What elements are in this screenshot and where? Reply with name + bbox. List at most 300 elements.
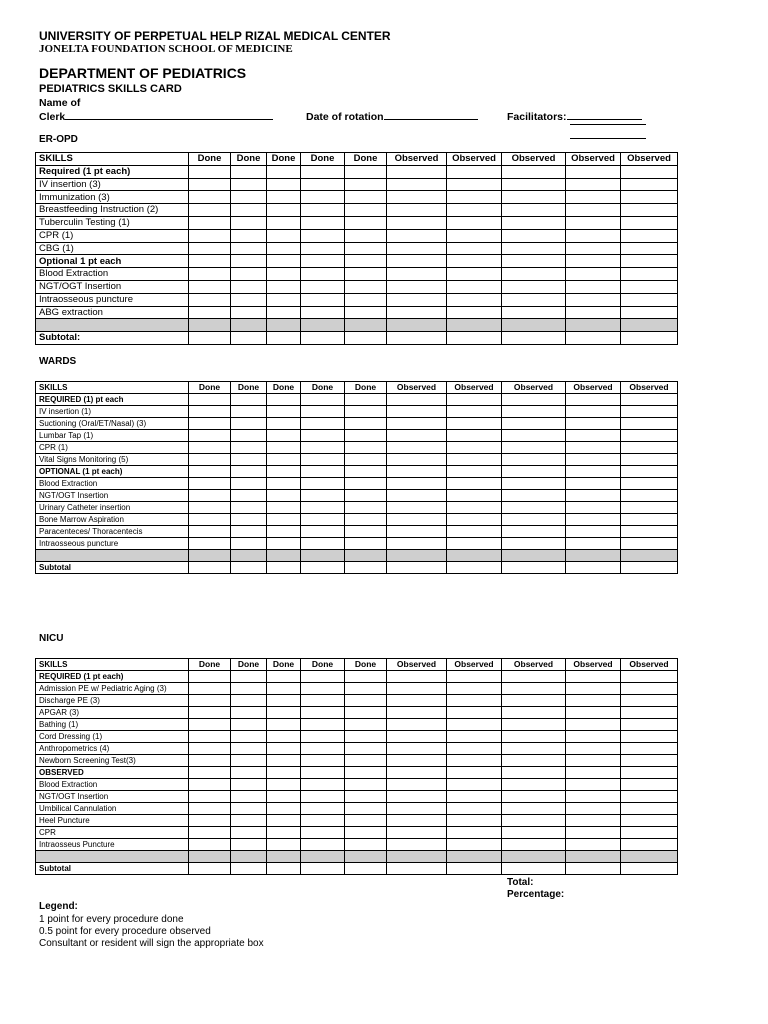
signature-cell[interactable]	[345, 478, 387, 490]
signature-cell[interactable]	[502, 418, 566, 430]
signature-cell[interactable]	[345, 332, 387, 345]
signature-cell[interactable]	[566, 803, 621, 815]
signature-cell[interactable]	[231, 562, 267, 574]
signature-cell[interactable]	[267, 306, 301, 319]
signature-cell[interactable]	[502, 514, 566, 526]
signature-cell[interactable]	[387, 242, 447, 255]
signature-cell[interactable]	[345, 514, 387, 526]
signature-cell[interactable]	[267, 332, 301, 345]
signature-cell[interactable]	[345, 863, 387, 875]
signature-cell[interactable]	[267, 454, 301, 466]
signature-cell[interactable]	[502, 216, 566, 229]
signature-cell[interactable]	[267, 683, 301, 695]
signature-cell[interactable]	[447, 204, 502, 217]
signature-cell[interactable]	[502, 430, 566, 442]
signature-cell[interactable]	[502, 204, 566, 217]
signature-cell[interactable]	[502, 779, 566, 791]
signature-cell[interactable]	[387, 306, 447, 319]
signature-cell[interactable]	[345, 815, 387, 827]
signature-cell[interactable]	[301, 683, 345, 695]
signature-cell[interactable]	[447, 178, 502, 191]
signature-cell[interactable]	[301, 406, 345, 418]
signature-cell[interactable]	[566, 671, 621, 683]
signature-cell[interactable]	[621, 683, 678, 695]
signature-cell[interactable]	[231, 442, 267, 454]
signature-cell[interactable]	[566, 216, 621, 229]
signature-cell[interactable]	[447, 293, 502, 306]
signature-cell[interactable]	[387, 767, 447, 779]
signature-cell[interactable]	[621, 478, 678, 490]
signature-cell[interactable]	[345, 204, 387, 217]
signature-cell[interactable]	[267, 827, 301, 839]
signature-cell[interactable]	[387, 394, 447, 406]
signature-cell[interactable]	[345, 683, 387, 695]
signature-cell[interactable]	[345, 719, 387, 731]
signature-cell[interactable]	[231, 306, 267, 319]
signature-cell[interactable]	[621, 255, 678, 268]
signature-cell[interactable]	[231, 514, 267, 526]
signature-cell[interactable]	[189, 719, 231, 731]
signature-cell[interactable]	[502, 526, 566, 538]
signature-cell[interactable]	[621, 707, 678, 719]
signature-cell[interactable]	[621, 216, 678, 229]
signature-cell[interactable]	[267, 707, 301, 719]
signature-cell[interactable]	[301, 827, 345, 839]
signature-cell[interactable]	[621, 178, 678, 191]
signature-cell[interactable]	[566, 526, 621, 538]
signature-cell[interactable]	[502, 731, 566, 743]
signature-cell[interactable]	[231, 430, 267, 442]
signature-cell[interactable]	[345, 442, 387, 454]
signature-cell[interactable]	[447, 863, 502, 875]
signature-cell[interactable]	[301, 671, 345, 683]
signature-cell[interactable]	[447, 466, 502, 478]
signature-cell[interactable]	[502, 466, 566, 478]
signature-cell[interactable]	[231, 526, 267, 538]
signature-cell[interactable]	[566, 293, 621, 306]
signature-cell[interactable]	[231, 815, 267, 827]
signature-cell[interactable]	[189, 191, 231, 204]
signature-cell[interactable]	[301, 268, 345, 281]
signature-cell[interactable]	[345, 418, 387, 430]
facilitators-line-2[interactable]	[570, 124, 646, 125]
signature-cell[interactable]	[301, 490, 345, 502]
signature-cell[interactable]	[345, 430, 387, 442]
signature-cell[interactable]	[267, 671, 301, 683]
signature-cell[interactable]	[621, 863, 678, 875]
signature-cell[interactable]	[502, 719, 566, 731]
signature-cell[interactable]	[621, 562, 678, 574]
signature-cell[interactable]	[387, 255, 447, 268]
signature-cell[interactable]	[231, 719, 267, 731]
signature-cell[interactable]	[345, 695, 387, 707]
signature-cell[interactable]	[566, 695, 621, 707]
signature-cell[interactable]	[387, 418, 447, 430]
signature-cell[interactable]	[566, 418, 621, 430]
signature-cell[interactable]	[447, 490, 502, 502]
signature-cell[interactable]	[189, 442, 231, 454]
signature-cell[interactable]	[189, 514, 231, 526]
signature-cell[interactable]	[387, 406, 447, 418]
signature-cell[interactable]	[387, 293, 447, 306]
signature-cell[interactable]	[301, 430, 345, 442]
signature-cell[interactable]	[447, 671, 502, 683]
signature-cell[interactable]	[502, 165, 566, 178]
signature-cell[interactable]	[189, 418, 231, 430]
signature-cell[interactable]	[447, 418, 502, 430]
signature-cell[interactable]	[566, 707, 621, 719]
signature-cell[interactable]	[621, 526, 678, 538]
signature-cell[interactable]	[231, 683, 267, 695]
signature-cell[interactable]	[267, 562, 301, 574]
signature-cell[interactable]	[267, 430, 301, 442]
signature-cell[interactable]	[502, 671, 566, 683]
signature-cell[interactable]	[387, 707, 447, 719]
signature-cell[interactable]	[189, 394, 231, 406]
signature-cell[interactable]	[566, 502, 621, 514]
signature-cell[interactable]	[267, 178, 301, 191]
signature-cell[interactable]	[502, 839, 566, 851]
signature-cell[interactable]	[447, 442, 502, 454]
signature-cell[interactable]	[621, 268, 678, 281]
signature-cell[interactable]	[502, 178, 566, 191]
signature-cell[interactable]	[189, 731, 231, 743]
signature-cell[interactable]	[621, 719, 678, 731]
signature-cell[interactable]	[447, 229, 502, 242]
signature-cell[interactable]	[301, 526, 345, 538]
signature-cell[interactable]	[189, 332, 231, 345]
signature-cell[interactable]	[566, 863, 621, 875]
signature-cell[interactable]	[566, 791, 621, 803]
signature-cell[interactable]	[566, 178, 621, 191]
signature-cell[interactable]	[301, 255, 345, 268]
signature-cell[interactable]	[345, 490, 387, 502]
signature-cell[interactable]	[189, 229, 231, 242]
signature-cell[interactable]	[566, 815, 621, 827]
signature-cell[interactable]	[621, 332, 678, 345]
signature-cell[interactable]	[301, 695, 345, 707]
signature-cell[interactable]	[345, 242, 387, 255]
signature-cell[interactable]	[566, 165, 621, 178]
signature-cell[interactable]	[267, 268, 301, 281]
signature-cell[interactable]	[267, 803, 301, 815]
signature-cell[interactable]	[387, 755, 447, 767]
signature-cell[interactable]	[502, 332, 566, 345]
signature-cell[interactable]	[189, 779, 231, 791]
signature-cell[interactable]	[621, 466, 678, 478]
signature-cell[interactable]	[502, 280, 566, 293]
signature-cell[interactable]	[502, 502, 566, 514]
signature-cell[interactable]	[502, 767, 566, 779]
signature-cell[interactable]	[267, 731, 301, 743]
signature-cell[interactable]	[189, 683, 231, 695]
signature-cell[interactable]	[231, 490, 267, 502]
signature-cell[interactable]	[566, 779, 621, 791]
signature-cell[interactable]	[345, 165, 387, 178]
signature-cell[interactable]	[566, 755, 621, 767]
signature-cell[interactable]	[189, 755, 231, 767]
signature-cell[interactable]	[387, 562, 447, 574]
signature-cell[interactable]	[621, 767, 678, 779]
signature-cell[interactable]	[387, 502, 447, 514]
signature-cell[interactable]	[621, 418, 678, 430]
signature-cell[interactable]	[345, 280, 387, 293]
signature-cell[interactable]	[267, 204, 301, 217]
signature-cell[interactable]	[566, 514, 621, 526]
signature-cell[interactable]	[267, 502, 301, 514]
signature-cell[interactable]	[189, 293, 231, 306]
signature-cell[interactable]	[231, 863, 267, 875]
signature-cell[interactable]	[621, 671, 678, 683]
signature-cell[interactable]	[447, 731, 502, 743]
signature-cell[interactable]	[231, 671, 267, 683]
signature-cell[interactable]	[502, 242, 566, 255]
signature-cell[interactable]	[502, 743, 566, 755]
signature-cell[interactable]	[301, 719, 345, 731]
signature-cell[interactable]	[387, 779, 447, 791]
signature-cell[interactable]	[566, 430, 621, 442]
signature-cell[interactable]	[345, 731, 387, 743]
signature-cell[interactable]	[345, 216, 387, 229]
signature-cell[interactable]	[387, 466, 447, 478]
signature-cell[interactable]	[447, 839, 502, 851]
signature-cell[interactable]	[231, 478, 267, 490]
signature-cell[interactable]	[267, 526, 301, 538]
signature-cell[interactable]	[387, 332, 447, 345]
signature-cell[interactable]	[566, 280, 621, 293]
signature-cell[interactable]	[345, 791, 387, 803]
signature-cell[interactable]	[189, 538, 231, 550]
signature-cell[interactable]	[189, 216, 231, 229]
signature-cell[interactable]	[447, 394, 502, 406]
signature-cell[interactable]	[502, 442, 566, 454]
signature-cell[interactable]	[447, 562, 502, 574]
signature-cell[interactable]	[621, 280, 678, 293]
signature-cell[interactable]	[387, 165, 447, 178]
signature-cell[interactable]	[447, 332, 502, 345]
signature-cell[interactable]	[387, 490, 447, 502]
signature-cell[interactable]	[345, 502, 387, 514]
signature-cell[interactable]	[502, 707, 566, 719]
signature-cell[interactable]	[301, 562, 345, 574]
signature-cell[interactable]	[621, 791, 678, 803]
signature-cell[interactable]	[189, 255, 231, 268]
signature-cell[interactable]	[301, 863, 345, 875]
signature-cell[interactable]	[566, 731, 621, 743]
signature-cell[interactable]	[345, 229, 387, 242]
signature-cell[interactable]	[189, 178, 231, 191]
signature-cell[interactable]	[301, 743, 345, 755]
signature-cell[interactable]	[301, 707, 345, 719]
signature-cell[interactable]	[267, 191, 301, 204]
signature-cell[interactable]	[189, 268, 231, 281]
signature-cell[interactable]	[447, 502, 502, 514]
signature-cell[interactable]	[621, 442, 678, 454]
signature-cell[interactable]	[345, 466, 387, 478]
signature-cell[interactable]	[301, 466, 345, 478]
signature-cell[interactable]	[301, 767, 345, 779]
signature-cell[interactable]	[189, 466, 231, 478]
signature-cell[interactable]	[267, 767, 301, 779]
signature-cell[interactable]	[447, 514, 502, 526]
signature-cell[interactable]	[566, 743, 621, 755]
signature-cell[interactable]	[345, 394, 387, 406]
signature-cell[interactable]	[345, 178, 387, 191]
signature-cell[interactable]	[267, 165, 301, 178]
signature-cell[interactable]	[566, 490, 621, 502]
signature-cell[interactable]	[189, 562, 231, 574]
signature-cell[interactable]	[231, 743, 267, 755]
signature-cell[interactable]	[189, 767, 231, 779]
signature-cell[interactable]	[502, 827, 566, 839]
signature-cell[interactable]	[387, 803, 447, 815]
signature-cell[interactable]	[621, 755, 678, 767]
signature-cell[interactable]	[231, 406, 267, 418]
signature-cell[interactable]	[566, 204, 621, 217]
signature-cell[interactable]	[231, 268, 267, 281]
signature-cell[interactable]	[301, 779, 345, 791]
signature-cell[interactable]	[345, 767, 387, 779]
signature-cell[interactable]	[189, 695, 231, 707]
signature-cell[interactable]	[345, 191, 387, 204]
signature-cell[interactable]	[301, 815, 345, 827]
signature-cell[interactable]	[502, 695, 566, 707]
signature-cell[interactable]	[502, 803, 566, 815]
signature-cell[interactable]	[189, 242, 231, 255]
signature-cell[interactable]	[447, 815, 502, 827]
signature-cell[interactable]	[387, 454, 447, 466]
signature-cell[interactable]	[387, 731, 447, 743]
signature-cell[interactable]	[189, 406, 231, 418]
signature-cell[interactable]	[566, 719, 621, 731]
signature-cell[interactable]	[301, 418, 345, 430]
signature-cell[interactable]	[566, 332, 621, 345]
signature-cell[interactable]	[189, 454, 231, 466]
facilitators-field[interactable]	[507, 109, 642, 123]
signature-cell[interactable]	[502, 454, 566, 466]
signature-cell[interactable]	[502, 538, 566, 550]
signature-cell[interactable]	[345, 406, 387, 418]
signature-cell[interactable]	[387, 178, 447, 191]
signature-cell[interactable]	[267, 394, 301, 406]
signature-cell[interactable]	[566, 229, 621, 242]
signature-cell[interactable]	[447, 767, 502, 779]
signature-cell[interactable]	[189, 490, 231, 502]
signature-cell[interactable]	[387, 478, 447, 490]
signature-cell[interactable]	[387, 827, 447, 839]
signature-cell[interactable]	[621, 827, 678, 839]
signature-cell[interactable]	[387, 280, 447, 293]
signature-cell[interactable]	[231, 216, 267, 229]
signature-cell[interactable]	[231, 755, 267, 767]
signature-cell[interactable]	[345, 268, 387, 281]
signature-cell[interactable]	[301, 803, 345, 815]
signature-cell[interactable]	[189, 707, 231, 719]
signature-cell[interactable]	[502, 478, 566, 490]
signature-cell[interactable]	[621, 430, 678, 442]
signature-cell[interactable]	[301, 442, 345, 454]
signature-cell[interactable]	[621, 406, 678, 418]
signature-cell[interactable]	[301, 791, 345, 803]
signature-cell[interactable]	[267, 719, 301, 731]
signature-cell[interactable]	[502, 791, 566, 803]
signature-cell[interactable]	[621, 538, 678, 550]
signature-cell[interactable]	[301, 502, 345, 514]
signature-cell[interactable]	[345, 779, 387, 791]
signature-cell[interactable]	[345, 293, 387, 306]
signature-cell[interactable]	[387, 719, 447, 731]
signature-cell[interactable]	[345, 827, 387, 839]
signature-cell[interactable]	[387, 526, 447, 538]
signature-cell[interactable]	[621, 839, 678, 851]
signature-cell[interactable]	[345, 755, 387, 767]
signature-cell[interactable]	[189, 671, 231, 683]
signature-cell[interactable]	[267, 538, 301, 550]
signature-cell[interactable]	[387, 442, 447, 454]
signature-cell[interactable]	[566, 538, 621, 550]
signature-cell[interactable]	[345, 671, 387, 683]
signature-cell[interactable]	[301, 454, 345, 466]
signature-cell[interactable]	[566, 562, 621, 574]
signature-cell[interactable]	[189, 306, 231, 319]
signature-cell[interactable]	[231, 454, 267, 466]
signature-cell[interactable]	[267, 863, 301, 875]
signature-cell[interactable]	[566, 827, 621, 839]
signature-cell[interactable]	[231, 178, 267, 191]
signature-cell[interactable]	[502, 683, 566, 695]
signature-cell[interactable]	[231, 191, 267, 204]
signature-cell[interactable]	[189, 165, 231, 178]
signature-cell[interactable]	[267, 418, 301, 430]
signature-cell[interactable]	[231, 731, 267, 743]
signature-cell[interactable]	[267, 442, 301, 454]
signature-cell[interactable]	[231, 779, 267, 791]
signature-cell[interactable]	[447, 216, 502, 229]
signature-cell[interactable]	[267, 255, 301, 268]
signature-cell[interactable]	[447, 268, 502, 281]
signature-cell[interactable]	[345, 839, 387, 851]
signature-cell[interactable]	[621, 490, 678, 502]
signature-cell[interactable]	[231, 229, 267, 242]
signature-cell[interactable]	[447, 526, 502, 538]
signature-cell[interactable]	[502, 863, 566, 875]
signature-cell[interactable]	[189, 204, 231, 217]
signature-cell[interactable]	[301, 514, 345, 526]
signature-cell[interactable]	[231, 293, 267, 306]
signature-cell[interactable]	[301, 731, 345, 743]
signature-cell[interactable]	[301, 839, 345, 851]
signature-cell[interactable]	[267, 478, 301, 490]
signature-cell[interactable]	[447, 791, 502, 803]
signature-cell[interactable]	[502, 562, 566, 574]
signature-cell[interactable]	[566, 454, 621, 466]
signature-cell[interactable]	[447, 430, 502, 442]
signature-cell[interactable]	[387, 229, 447, 242]
signature-cell[interactable]	[189, 815, 231, 827]
signature-cell[interactable]	[267, 815, 301, 827]
signature-cell[interactable]	[189, 526, 231, 538]
signature-cell[interactable]	[387, 430, 447, 442]
signature-cell[interactable]	[189, 280, 231, 293]
signature-cell[interactable]	[447, 719, 502, 731]
signature-cell[interactable]	[387, 514, 447, 526]
signature-cell[interactable]	[621, 306, 678, 319]
signature-cell[interactable]	[447, 707, 502, 719]
signature-cell[interactable]	[189, 863, 231, 875]
signature-cell[interactable]	[387, 671, 447, 683]
signature-cell[interactable]	[621, 731, 678, 743]
signature-cell[interactable]	[447, 538, 502, 550]
